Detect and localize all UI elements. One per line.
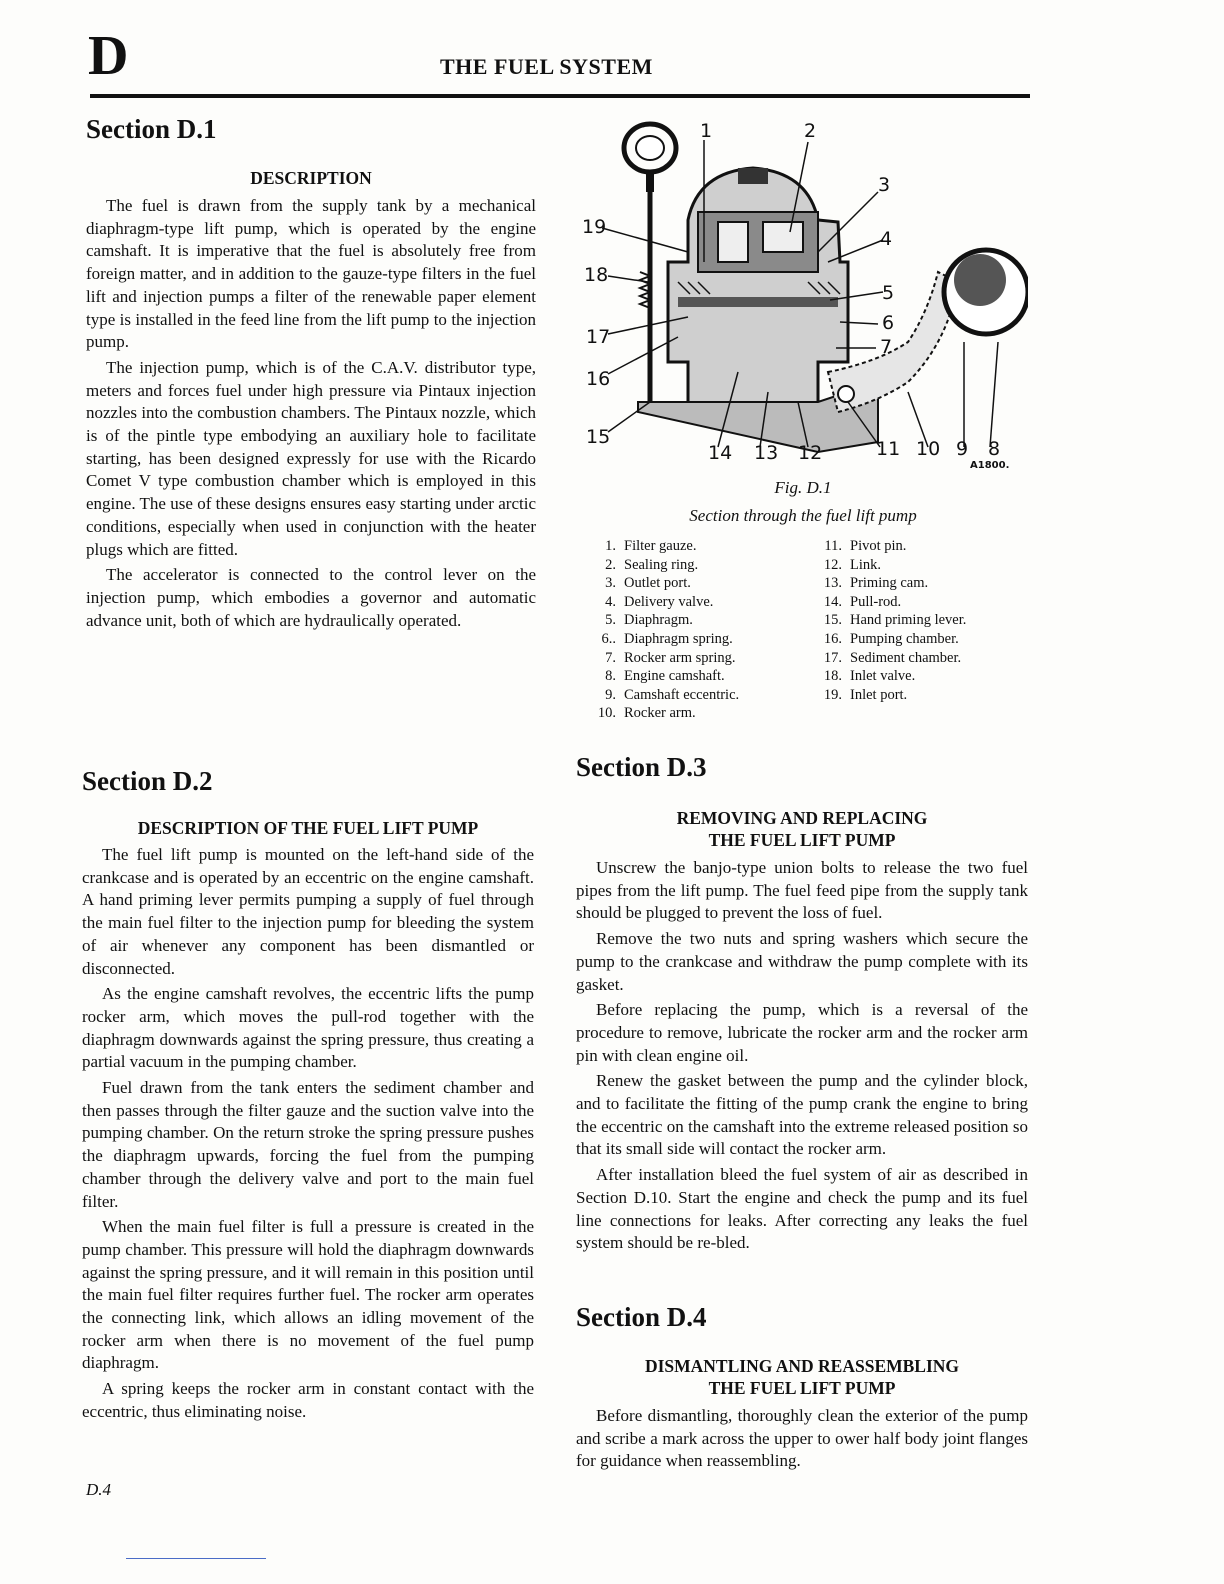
paragraph: The accelerator is connected to the control lever on the injection pump, which embodies a governor and automatic advance unit, both of which are hydraulically operated.	[86, 565, 536, 630]
legend-item: 1. Filter gauze.	[605, 538, 697, 554]
callout-13: 13	[754, 442, 779, 464]
paragraph: The injection pump, which is of the C.A.V. distributor type, meters and forces fuel under high pressure via Pintaux injection nozzles into the combustion chambers. The Pintaux nozzle, which is of the pintle type embodying an auxiliary hole to facilitate starting, has been designed expressly for use with the Ricardo Comet V type combustion chamber which is employed in this engine. The use of these designs ensures easy starting under arctic conditions, especially when used in conjunction with the heater plugs which are fitted.	[86, 357, 536, 559]
figure-caption: Section through the fuel lift pump	[689, 506, 917, 525]
paragraph: Renew the gasket between the pump and the cylinder block, and to facilitate the fitting of the pump crank the engine to bring the eccentric on the camshaft into the extreme released position so that its small side will contact the rocker arm.	[576, 1071, 1028, 1159]
callout-8: 8	[988, 438, 1001, 460]
legend-item: 2. Sealing ring.	[605, 556, 699, 573]
callout-1: 1	[700, 120, 713, 142]
legend-item: 14. Pull-rod.	[823, 593, 902, 610]
paragraph: Fuel drawn from the tank enters the sediment chamber and then passes through the filter gauze and the suction valve into the pumping chamber. On the return stroke the spring pressure pushes the diaphragm upwards, forcing the fuel from the pumping chamber through the delivery valve and port to the main fuel filter.	[82, 1078, 534, 1211]
section-subheading: THE FUEL LIFT PUMP	[708, 1378, 896, 1398]
section-heading: Section D.2	[82, 766, 213, 796]
callout-6: 6	[882, 312, 895, 334]
legend-item: 6.. Diaphragm spring.	[601, 630, 733, 647]
figure-code: A1800.	[970, 460, 1010, 471]
callout-14: 14	[708, 442, 733, 464]
section-subheading: DISMANTLING AND REASSEMBLING	[644, 1356, 960, 1376]
callout-12: 12	[798, 442, 823, 464]
callout-19: 19	[582, 216, 607, 238]
footer-rule	[126, 1558, 266, 1559]
section-d2	[82, 766, 534, 1427]
callout-3: 3	[878, 174, 891, 196]
paragraph: Before replacing the pump, which is a reversal of the procedure to remove, lubricate the rocker arm and the rocker arm pin with clean engine oil.	[576, 1000, 1028, 1065]
header-divider	[90, 94, 1030, 98]
section-d1	[86, 114, 536, 635]
callout-9: 9	[956, 438, 969, 460]
callout-4: 4	[880, 228, 893, 250]
section-subheading: DESCRIPTION OF THE FUEL LIFT PUMP	[137, 818, 479, 838]
paragraph: Before dismantling, thoroughly clean the exterior of the pump and scribe a mark across the upper to ower half body joint flanges for guidance when reassembling.	[576, 1406, 1028, 1471]
paragraph: When the main fuel filter is full a pressure is created in the pump chamber. This pressure will hold the diaphragm downwards against the spring pressure, and it will remain in this position until the main fuel filter requires further fuel. The rocker arm operates the connecting link, which allows an idling movement of the rocker arm when there is no movement of the fuel pump diaphragm.	[82, 1217, 534, 1373]
legend-item: 13. Priming cam.	[823, 575, 929, 592]
section-d3	[576, 752, 1028, 1258]
callout-2: 2	[804, 120, 817, 142]
legend-item: 10. Rocker arm.	[597, 705, 696, 722]
section-heading: Section D.1	[86, 114, 217, 144]
callout-17: 17	[586, 326, 611, 348]
figure-legend-right	[806, 537, 1026, 704]
page-title: THE FUEL SYSTEM	[440, 54, 653, 79]
figure-legend-left	[580, 537, 800, 723]
legend-item: 15. Hand priming lever.	[823, 612, 967, 629]
callout-11: 11	[876, 438, 901, 460]
section-subheading: THE FUEL LIFT PUMP	[708, 830, 896, 850]
figure-label: Fig. D.1	[774, 478, 832, 497]
callout-18: 18	[584, 264, 609, 286]
chapter-letter: D	[88, 25, 129, 87]
legend-item: 5. Diaphragm.	[605, 612, 693, 629]
legend-item: 8. Engine camshaft.	[605, 668, 725, 685]
page-number: D.4	[86, 1480, 112, 1499]
legend-item: 4. Delivery valve.	[605, 593, 714, 610]
section-heading: Section D.4	[576, 1302, 707, 1332]
callout-10: 10	[916, 438, 941, 460]
callout-16: 16	[586, 368, 611, 390]
paragraph: Remove the two nuts and spring washers which secure the pump to the crankcase and withdraw the pump complete with its gasket.	[576, 929, 1028, 994]
paragraph: The fuel is drawn from the supply tank by a mechanical diaphragm-type lift pump, which is operated by the engine camshaft. It is imperative that the fuel is absolutely free from foreign matter, and in addition to the gauze-type filters in the fuel lift and injection pumps a filter of the renewable paper element type is installed in the feed line from the lift pump to the injection pump.	[86, 196, 536, 352]
legend-item: 7. Rocker arm spring.	[605, 649, 736, 666]
paragraph: Unscrew the banjo-type union bolts to release the two fuel pipes from the lift pump. The fuel feed pipe from the supply tank should be plugged to prevent the loss of fuel.	[576, 858, 1028, 923]
section-subheading: DESCRIPTION	[250, 168, 372, 188]
legend-item: 17. Sediment chamber.	[823, 649, 962, 666]
paragraph: The fuel lift pump is mounted on the left-hand side of the crankcase and is operated by an eccentric on the engine camshaft. A hand priming lever permits pumping a supply of fuel through the main fuel filter to the injection pump for bleeding the system of air whenever any component has been dismantled or disconnected.	[82, 845, 534, 978]
paragraph: A spring keeps the rocker arm in constant contact with the eccentric, thus eliminating noise.	[82, 1379, 534, 1421]
legend-item: 16. Pumping chamber.	[823, 630, 959, 647]
paragraph: As the engine camshaft revolves, the eccentric lifts the pump rocker arm, which moves the pull-rod together with the diaphragm downwards against the spring pressure, thus creating a partial vacuum in the pumping chamber.	[82, 984, 534, 1072]
legend-item: 9. Camshaft eccentric.	[605, 686, 740, 703]
callout-5: 5	[882, 282, 895, 304]
figure-d1	[578, 112, 1028, 482]
section-subheading: REMOVING AND REPLACING	[676, 808, 928, 828]
legend-item: 19. Inlet port.	[823, 686, 908, 703]
callout-7: 7	[880, 336, 893, 358]
section-d4	[576, 1302, 1028, 1476]
paragraph: After installation bleed the fuel system of air as described in Section D.10. Start the engine and check the pump and its fuel line connections for leaks. After correcting any leaks the fuel system should be re-bled.	[576, 1165, 1028, 1253]
legend-item: 18. Inlet valve.	[823, 668, 916, 685]
fuel-lift-pump-diagram	[578, 112, 1028, 482]
legend-item: 3. Outlet port.	[605, 575, 691, 592]
legend-item: 12. Link.	[823, 556, 882, 573]
section-heading: Section D.3	[576, 752, 707, 782]
legend-item: 11. Pivot pin.	[824, 538, 907, 554]
callout-15: 15	[586, 426, 611, 448]
